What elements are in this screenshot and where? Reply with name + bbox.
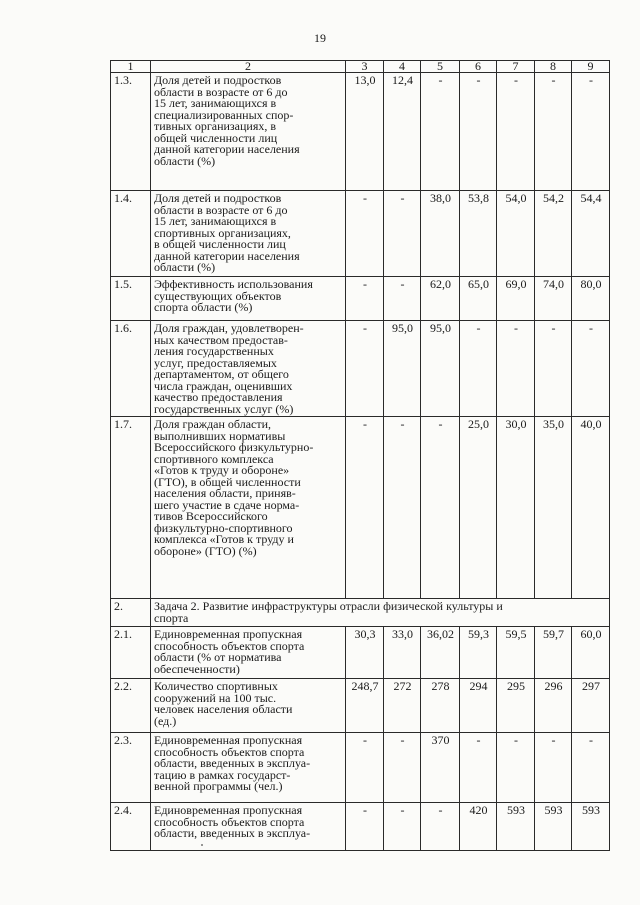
value-cell-col-4: - [384, 417, 421, 599]
value-cell-col-6: - [460, 733, 497, 803]
header-cell-6: 6 [460, 61, 497, 73]
indicator-name: Количество спортивных сооружений на 100 тыс. человек населения области (ед.) [151, 679, 346, 733]
row-number: 1.6. [111, 321, 151, 417]
value-cell-col-3: - [346, 417, 384, 599]
table-row [111, 321, 610, 417]
header-cell-7: 7 [497, 61, 535, 73]
value-cell-col-9: 297 [572, 679, 610, 733]
value-cell-col-6: 25,0 [460, 417, 497, 599]
value-cell-col-9: 60,0 [572, 627, 610, 679]
value-cell-col-8: - [535, 321, 572, 417]
value-cell-col-8: 59,7 [535, 627, 572, 679]
indicators-table [110, 60, 610, 851]
value-cell-col-3: - [346, 191, 384, 277]
table-row [111, 191, 610, 277]
indicator-name: Доля граждан области, выполнивших нормативы Всероссийского физкультурно- спортивного комплекса «Готов к труду и обороне» (ГТО), в общей численности населения области, приняв- шего участие в сдаче норма- тивов Всероссийского физкультурно-спортивного комплекса «Готов к труду и обороне» (ГТО) (%) [151, 417, 346, 599]
row-number: 2. [111, 599, 151, 627]
value-cell-col-5: 62,0 [421, 277, 460, 321]
value-cell-col-4: - [384, 733, 421, 803]
value-cell-col-5: - [421, 417, 460, 599]
value-cell-col-3: - [346, 277, 384, 321]
table-row [111, 73, 610, 191]
value-cell-col-9: 40,0 [572, 417, 610, 599]
table-row [111, 679, 610, 733]
row-number: 1.5. [111, 277, 151, 321]
indicator-name: Доля детей и подростков области в возрасте от 6 до 15 лет, занимающихся в специализированных спор- тивных организациях, в общей численности лиц данной категории населения области (%) [151, 73, 346, 191]
indicator-name: Доля граждан, удовлетворен- ных качеством предостав- ления государственных услуг, предоставляемых департаментом, от общего числа граждан, оценивших качество предоставления государственных услуг (%) [151, 321, 346, 417]
row-number: 1.3. [111, 73, 151, 191]
indicator-name: Единовременная пропускная способность объектов спорта области, введенных в эксплуа- [151, 803, 346, 851]
header-cell-9: 9 [572, 61, 610, 73]
indicator-name: Эффективность использования существующих объектов спорта области (%) [151, 277, 346, 321]
page-number: 19 [314, 31, 326, 45]
value-cell-col-3: 13,0 [346, 73, 384, 191]
value-cell-col-5: 36,02 [421, 627, 460, 679]
value-cell-col-5: - [421, 73, 460, 191]
value-cell-col-3: - [346, 803, 384, 851]
value-cell-col-4: 272 [384, 679, 421, 733]
value-cell-col-8: 296 [535, 679, 572, 733]
value-cell-col-7: - [497, 733, 535, 803]
header-cell-1: 1 [111, 61, 151, 73]
task-title: Задача 2. Развитие инфраструктуры отрасли физической культуры и спорта [151, 599, 610, 627]
header-cell-8: 8 [535, 61, 572, 73]
value-cell-col-7: 30,0 [497, 417, 535, 599]
value-cell-col-4: 12,4 [384, 73, 421, 191]
value-cell-col-6: - [460, 321, 497, 417]
value-cell-col-7: - [497, 73, 535, 191]
indicator-name: Единовременная пропускная способность объектов спорта области, введенных в эксплуа- тацию в рамках государст- венной программы (чел.) [151, 733, 346, 803]
value-cell-col-6: 59,3 [460, 627, 497, 679]
value-cell-col-8: - [535, 733, 572, 803]
value-cell-col-9: 80,0 [572, 277, 610, 321]
scan-speck [201, 844, 203, 846]
value-cell-col-6: 65,0 [460, 277, 497, 321]
header-cell-2: 2 [151, 61, 346, 73]
table-row [111, 417, 610, 599]
value-cell-col-6: 53,8 [460, 191, 497, 277]
header-cell-4: 4 [384, 61, 421, 73]
value-cell-col-5: 370 [421, 733, 460, 803]
row-number: 2.1. [111, 627, 151, 679]
table-row [111, 627, 610, 679]
value-cell-col-9: - [572, 733, 610, 803]
value-cell-col-4: 95,0 [384, 321, 421, 417]
value-cell-col-8: 54,2 [535, 191, 572, 277]
value-cell-col-7: - [497, 321, 535, 417]
value-cell-col-5: 38,0 [421, 191, 460, 277]
value-cell-col-9: - [572, 73, 610, 191]
value-cell-col-3: - [346, 733, 384, 803]
value-cell-col-7: 295 [497, 679, 535, 733]
value-cell-col-4: 33,0 [384, 627, 421, 679]
value-cell-col-8: 74,0 [535, 277, 572, 321]
row-number: 2.2. [111, 679, 151, 733]
indicator-name: Единовременная пропускная способность объектов спорта области (% от норматива обеспеченности) [151, 627, 346, 679]
value-cell-col-3: 248,7 [346, 679, 384, 733]
value-cell-col-8: - [535, 73, 572, 191]
table-row [111, 599, 610, 627]
value-cell-col-4: - [384, 803, 421, 851]
value-cell-col-9: 593 [572, 803, 610, 851]
table-row [111, 803, 610, 851]
row-number: 2.3. [111, 733, 151, 803]
value-cell-col-4: - [384, 277, 421, 321]
value-cell-col-9: - [572, 321, 610, 417]
value-cell-col-6: - [460, 73, 497, 191]
header-cell-3: 3 [346, 61, 384, 73]
indicator-name: Доля детей и подростков области в возрасте от 6 до 15 лет, занимающихся в спортивных организациях, в общей численности лиц данной категории населения области (%) [151, 191, 346, 277]
value-cell-col-3: 30,3 [346, 627, 384, 679]
table-row [111, 277, 610, 321]
value-cell-col-7: 69,0 [497, 277, 535, 321]
value-cell-col-7: 59,5 [497, 627, 535, 679]
value-cell-col-5: - [421, 803, 460, 851]
row-number: 1.7. [111, 417, 151, 599]
value-cell-col-6: 294 [460, 679, 497, 733]
value-cell-col-8: 593 [535, 803, 572, 851]
value-cell-col-3: - [346, 321, 384, 417]
row-number: 2.4. [111, 803, 151, 851]
table-row [111, 733, 610, 803]
value-cell-col-5: 278 [421, 679, 460, 733]
value-cell-col-5: 95,0 [421, 321, 460, 417]
table-header-row [111, 61, 610, 73]
header-cell-5: 5 [421, 61, 460, 73]
value-cell-col-7: 54,0 [497, 191, 535, 277]
value-cell-col-6: 420 [460, 803, 497, 851]
value-cell-col-9: 54,4 [572, 191, 610, 277]
value-cell-col-7: 593 [497, 803, 535, 851]
row-number: 1.4. [111, 191, 151, 277]
value-cell-col-8: 35,0 [535, 417, 572, 599]
value-cell-col-4: - [384, 191, 421, 277]
